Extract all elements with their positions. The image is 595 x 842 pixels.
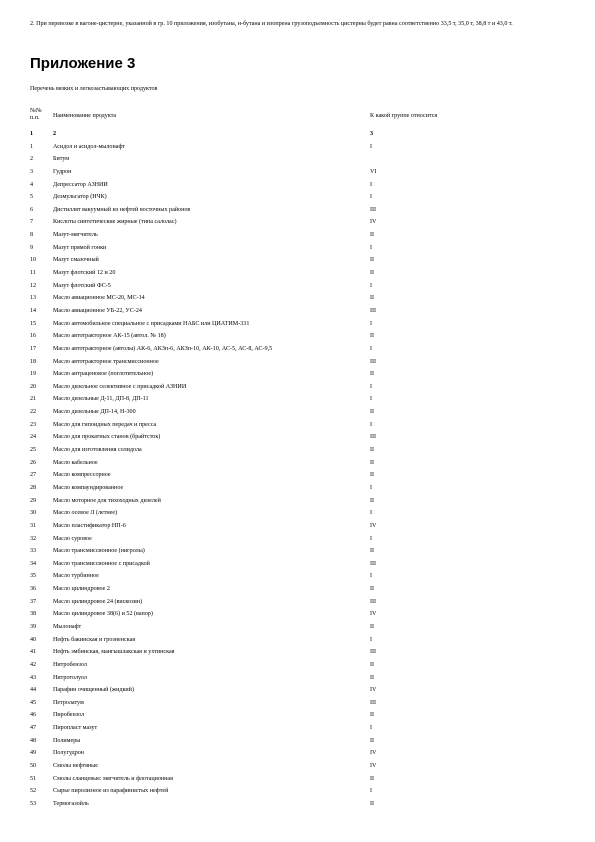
table-row (30, 722, 575, 735)
row-product-name: Масло авиационное УБ-22, УС-24 (53, 307, 142, 314)
row-number: 45 (30, 699, 37, 706)
table-row (30, 381, 575, 394)
table-row (30, 596, 575, 609)
row-group: II (370, 712, 375, 719)
table-row (30, 204, 575, 217)
table-row (30, 583, 575, 596)
row-number: 48 (30, 737, 37, 744)
table-row (30, 469, 575, 482)
row-number: 44 (30, 687, 37, 694)
row-product-name: Масло пластификатор НП-6 (53, 522, 126, 529)
row-number: 25 (30, 447, 37, 454)
row-number: 16 (30, 333, 37, 340)
table-row (30, 153, 575, 166)
row-number: 6 (30, 206, 34, 213)
row-number: 13 (30, 295, 37, 302)
row-product-name: Гудрон (53, 168, 72, 175)
table-row (30, 191, 575, 204)
row-product-name: Масло турбинное (53, 573, 99, 580)
row-group: I (370, 421, 373, 428)
row-group: II (370, 270, 375, 277)
table-row (30, 533, 575, 546)
table-row (30, 697, 575, 710)
row-group: III (370, 699, 377, 706)
row-group: III (370, 649, 377, 656)
row-group: II (370, 497, 375, 504)
row-product-name: Мазут флотский ФС-5 (53, 282, 111, 289)
row-number: 42 (30, 661, 37, 668)
row-number: 26 (30, 459, 37, 466)
table-row (30, 659, 575, 672)
row-group: I (370, 345, 373, 352)
row-group: II (370, 737, 375, 744)
table-row (30, 621, 575, 634)
table-row (30, 393, 575, 406)
row-product-name: Масло кабельное (53, 459, 98, 466)
row-number: 41 (30, 649, 37, 656)
row-number: 36 (30, 586, 37, 593)
row-group: IV (370, 522, 377, 529)
table-row (30, 419, 575, 432)
row-product-name: Пиробензол (53, 712, 85, 719)
row-group: I (370, 181, 373, 188)
table-row (30, 634, 575, 647)
table-row (30, 798, 575, 811)
row-product-name: Мазут прямой гонки (53, 244, 107, 251)
table-row (30, 507, 575, 520)
table-row (30, 545, 575, 558)
table-row (30, 709, 575, 722)
row-product-name: Масло компрессорное (53, 472, 111, 479)
row-group: II (370, 459, 375, 466)
table-row (30, 292, 575, 305)
row-group: IV (370, 750, 377, 757)
row-group: II (370, 371, 375, 378)
index-group: 3 (370, 131, 374, 137)
row-product-name: Сырье пиролизное из парафинистых нефтей (53, 788, 169, 795)
row-product-name: Масло компаундированное (53, 484, 124, 491)
table-row (30, 520, 575, 533)
table-row (30, 672, 575, 685)
row-product-name: Масло цилиндровое 24 (вискозин) (53, 598, 143, 605)
row-number: 5 (30, 194, 34, 201)
table-row (30, 444, 575, 457)
row-number: 47 (30, 725, 37, 732)
row-product-name: Масло трансмиссионное с присадкой (53, 560, 150, 567)
row-group: II (370, 333, 375, 340)
row-product-name: Термогазойль (53, 800, 89, 807)
row-product-name: Нитробензол (53, 661, 87, 668)
row-group: I (370, 573, 373, 580)
row-product-name: Нефть бакинская и грозненская (53, 636, 136, 643)
row-group: II (370, 548, 375, 555)
row-group: IV (370, 219, 377, 226)
table-row (30, 482, 575, 495)
row-number: 34 (30, 560, 37, 567)
products-table (30, 108, 575, 811)
row-number: 1 (30, 143, 34, 150)
row-product-name: Полимеры (53, 737, 81, 744)
row-product-name: Масло дизельное селективное с присадкой АЗНИИ (53, 383, 187, 390)
row-product-name: Нефть эмбинская, мангышлакская и ухтинская (53, 649, 175, 656)
row-number: 38 (30, 611, 37, 618)
table-body (30, 141, 575, 811)
table-row (30, 457, 575, 470)
row-product-name: Масло автотракторное (автолы) АК-6, АКЗп-6, АКЗп-10, АК-10, АС-5, АС-8, АС-9,5 (53, 345, 273, 352)
row-product-name: Пиропласт мазут (53, 725, 98, 732)
table-row (30, 570, 575, 583)
row-group: II (370, 586, 375, 593)
row-number: 18 (30, 358, 37, 365)
table-row (30, 242, 575, 255)
row-group: I (370, 484, 373, 491)
row-number: 46 (30, 712, 37, 719)
table-row (30, 229, 575, 242)
row-product-name: Смолы нефтяные (53, 763, 98, 770)
row-group: IV (370, 763, 377, 770)
row-group: I (370, 535, 373, 542)
row-group: I (370, 143, 373, 150)
table-row (30, 356, 575, 369)
row-group: II (370, 232, 375, 239)
row-group: II (370, 661, 375, 668)
page-title: Приложение 3 (30, 55, 136, 72)
table-row (30, 343, 575, 356)
row-product-name: Масло цилиндровое 2 (53, 586, 110, 593)
row-number: 17 (30, 345, 37, 352)
row-product-name: Нитротолуол (53, 674, 87, 681)
row-product-name: Масло дизельные ДП-14, Н-300 (53, 409, 136, 416)
row-number: 39 (30, 623, 37, 630)
table-row (30, 179, 575, 192)
table-row (30, 166, 575, 179)
row-product-name: Масло дизельные Д-11, ДП-8, ДП-11 (53, 396, 149, 403)
table-row (30, 747, 575, 760)
table-index-row (30, 128, 575, 141)
row-group: III (370, 358, 377, 365)
table-row (30, 267, 575, 280)
row-group: I (370, 194, 373, 201)
row-product-name: Масло антраценовое (поглотительное) (53, 371, 154, 378)
row-number: 50 (30, 763, 37, 770)
row-number: 33 (30, 548, 37, 555)
row-group: II (370, 409, 375, 416)
row-product-name: Мазут флотский 12 и 20 (53, 270, 116, 277)
table-row (30, 280, 575, 293)
row-number: 24 (30, 434, 37, 441)
table-row (30, 760, 575, 773)
row-group: I (370, 636, 373, 643)
page-subtitle: Перечень вязких и легкозастывающих продуктов (30, 86, 158, 92)
row-group: III (370, 307, 377, 314)
row-product-name: Масло авиационное МС-20, МС-14 (53, 295, 145, 302)
row-group: VI (370, 168, 377, 175)
table-row (30, 406, 575, 419)
row-number: 43 (30, 674, 37, 681)
row-number: 23 (30, 421, 37, 428)
table-row (30, 254, 575, 267)
row-product-name: Масло для гипоидных передач и пресса (53, 421, 157, 428)
row-number: 9 (30, 244, 34, 251)
row-number: 11 (30, 270, 36, 277)
table-row (30, 773, 575, 786)
row-number: 22 (30, 409, 37, 416)
row-number: 32 (30, 535, 37, 542)
row-product-name: Мазут смазочный (53, 257, 99, 264)
table-header (30, 108, 575, 128)
row-group: II (370, 800, 375, 807)
table-row (30, 558, 575, 571)
row-group: I (370, 244, 373, 251)
table-row (30, 330, 575, 343)
row-number: 4 (30, 181, 34, 188)
table-row (30, 684, 575, 697)
table-row (30, 495, 575, 508)
header-group: К какой группе относится (370, 113, 438, 119)
row-group: II (370, 295, 375, 302)
table-row (30, 141, 575, 154)
row-product-name: Парафин очищенный (жидкий) (53, 687, 134, 694)
row-group: I (370, 320, 373, 327)
row-product-name: Масло автотракторное трансмиссионное (53, 358, 159, 365)
row-product-name: Масло автомобильное специальное с присадками НАБС или ЦИАТИМ-331 (53, 320, 250, 327)
row-product-name: Полугудрон (53, 750, 85, 757)
table-row (30, 646, 575, 659)
row-group: I (370, 725, 373, 732)
row-number: 27 (30, 472, 37, 479)
row-number: 15 (30, 320, 37, 327)
row-product-name: Дистиллят вакуумный из нефтей восточных районов (53, 206, 191, 213)
row-group: IV (370, 687, 377, 694)
row-number: 10 (30, 257, 37, 264)
index-number: 1 (30, 131, 34, 137)
row-group: II (370, 623, 375, 630)
header-number: №№ п.п. (30, 108, 42, 121)
row-product-name: Кислоты синтетические жирные (типа салолас) (53, 219, 177, 226)
table-row (30, 216, 575, 229)
table-row (30, 368, 575, 381)
row-group: III (370, 434, 377, 441)
row-group: III (370, 206, 377, 213)
row-number: 28 (30, 484, 37, 491)
row-number: 37 (30, 598, 37, 605)
row-product-name: Депрессатор АЗНИИ (53, 181, 108, 188)
row-number: 14 (30, 307, 37, 314)
row-group: I (370, 510, 373, 517)
row-product-name: Масло цилиндровое 38(6) и 52 (вапор) (53, 611, 153, 618)
row-number: 12 (30, 282, 37, 289)
row-number: 21 (30, 396, 37, 403)
row-group: III (370, 560, 377, 567)
row-number: 49 (30, 750, 37, 757)
row-product-name: Деэмульгатор (НЧК) (53, 194, 107, 201)
row-number: 2 (30, 156, 34, 163)
row-product-name: Масло автотракторное АК-15 (автол. № 18) (53, 333, 166, 340)
row-product-name: Мазут-мягчитель (53, 232, 98, 239)
row-group: I (370, 396, 373, 403)
row-number: 29 (30, 497, 37, 504)
row-number: 40 (30, 636, 37, 643)
row-product-name: Масло трансмиссионное (нигролы) (53, 548, 145, 555)
table-row (30, 608, 575, 621)
index-name: 2 (53, 131, 57, 137)
table-row (30, 431, 575, 444)
row-number: 51 (30, 775, 37, 782)
row-group: I (370, 788, 373, 795)
row-number: 8 (30, 232, 34, 239)
row-number: 30 (30, 510, 37, 517)
row-product-name: Масло для прокатных станов (брайтсток) (53, 434, 161, 441)
row-group: II (370, 775, 375, 782)
row-group: II (370, 674, 375, 681)
row-product-name: Битум (53, 156, 70, 163)
table-row (30, 305, 575, 318)
row-group: II (370, 257, 375, 264)
page-note: 2. При перевозке в вагоне-цистерне, указанной в гр. 10 приложения, изобутана, н-бутана и изопрена грузоподъемность цистерны будет равна соответственно 33,5 т, 35,0 т, 38,8 т и 43,0 т. (30, 21, 513, 27)
row-number: 3 (30, 168, 34, 175)
table-row (30, 785, 575, 798)
row-number: 7 (30, 219, 34, 226)
table-row (30, 318, 575, 331)
row-product-name: Асидол и асидол-мылонафт (53, 143, 126, 150)
row-number: 31 (30, 522, 37, 529)
row-product-name: Петролатум (53, 699, 84, 706)
row-product-name: Масло моторное для тихоходных дизелей (53, 497, 161, 504)
row-group: II (370, 472, 375, 479)
row-group: II (370, 447, 375, 454)
row-number: 19 (30, 371, 37, 378)
row-number: 35 (30, 573, 37, 580)
row-product-name: Смолы сланцевые: мягчитель и флотационная (53, 775, 173, 782)
header-product-name: Наименование продукта (53, 113, 117, 119)
row-product-name: Масло суровое (53, 535, 92, 542)
row-number: 53 (30, 800, 37, 807)
row-group: I (370, 282, 373, 289)
row-number: 20 (30, 383, 37, 390)
row-product-name: Масло для изготовления солидола (53, 447, 142, 454)
row-group: III (370, 598, 377, 605)
row-number: 52 (30, 788, 37, 795)
row-product-name: Масло осевое Л (летнее) (53, 510, 118, 517)
row-group: IV (370, 611, 377, 618)
row-product-name: Мылонафт (53, 623, 82, 630)
table-row (30, 735, 575, 748)
row-group: I (370, 383, 373, 390)
